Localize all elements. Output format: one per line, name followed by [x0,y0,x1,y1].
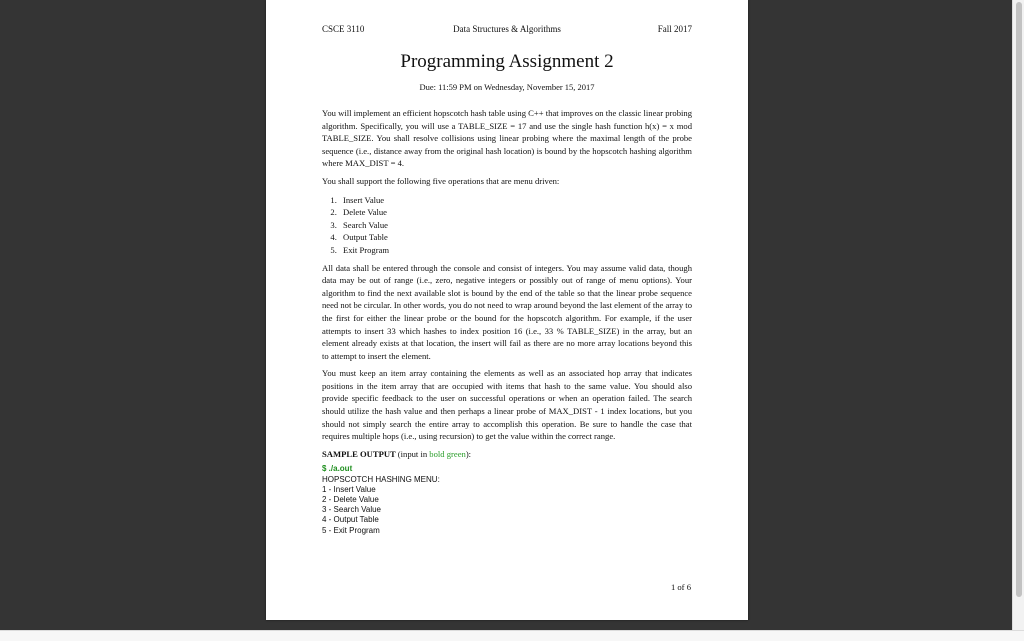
paragraph-operations: You shall support the following five operations that are menu driven: [322,175,560,186]
course-subject: Data Structures & Algorithms [453,24,561,34]
list-item: 3. Search Value [339,219,692,232]
page-title: Programming Assignment 2 [400,51,614,72]
sample-line: 1 - Insert Value [322,484,376,494]
note-open: (input in [397,448,430,459]
note-close: ): [465,448,472,459]
paragraph-data-entry: All data shall be entered through the console and consist of integers. You may assume valid data, though data may be out of range (i.e., zero, negative integers or possibly out of range of menu options). Your algorithm to find the next available slot is bound by the end of the table so that the linear probe sequence need not be circular. In other words, you do not need to wrap around beyond the last element of the array to the first for either the linear probe or the bound for the hopscotch algorithm. For example, if the user attempts to insert 33 which hashes to index position 16 (i.e., 33 % TABLE_SIZE) in the array, but an element already exists at that location, the insert will fail as there are no more array locations beyond this to attempt to insert the element. [322,262,692,361]
sample-line: 5 - Exit Program [322,525,380,535]
document-page [266,0,748,620]
vertical-scrollbar[interactable] [1012,0,1024,630]
course-code: CSCE 3110 [322,24,365,34]
document-body [322,107,692,536]
list-item: 4. Output Table [339,231,692,244]
scrollbar-thumb[interactable] [1016,2,1022,597]
sample-line: HOPSCOTCH HASHING MENU: [322,474,440,484]
note-green: bold green [429,448,466,459]
course-term: Fall 2017 [657,24,692,34]
page-number: 1 of 6 [670,582,691,592]
paragraph-item-array: You must keep an item array containing the elements as well as an associated hop array that indicates positions in the item array that are occupied with items that hash to the same value. You should also provide specific feedback to the user on successful operations or when an operation failed. The search should utilize the hash value and then perhaps a linear probe of MAX_DIST - 1 index locations, but you should not simply search the entire array to accomplish this operation. Be sure to handle the case that requires multiple hops (i.e., using recursion) to get the value within the correct range. [322,368,692,442]
paragraph-intro: You will implement an efficient hopscotch hash table using C++ that improves on the classic linear probing algorithm. Specifically, you will use a TABLE_SIZE = 17 and use the single hash function h(x) = x mod TABLE_SIZE. You shall resolve collisions using linear probing where the maximal length of the probe sequence (i.e., distance away from the original hash location) is bound by the hopscotch hashing algorithm where MAX_DIST = 4. [322,108,692,169]
list-item: 5. Exit Program [339,244,692,257]
sample-output-note [398,449,471,459]
sample-line: 4 - Output Table [322,515,379,525]
due-date: Due: 11:59 PM on Wednesday, November 15, 2017 [419,82,595,92]
operations-list [322,194,692,257]
sample-output-title: SAMPLE OUTPUT [322,448,396,459]
list-item: 1. Insert Value [339,194,692,207]
sample-line: 2 - Delete Value [322,495,379,505]
sample-line: 3 - Search Value [322,505,381,515]
bottom-bar [0,630,1024,641]
sample-output [322,464,692,535]
sample-command: $ ./a.out [322,464,353,474]
list-item: 2. Delete Value [339,206,692,219]
sample-output-heading [322,448,692,461]
